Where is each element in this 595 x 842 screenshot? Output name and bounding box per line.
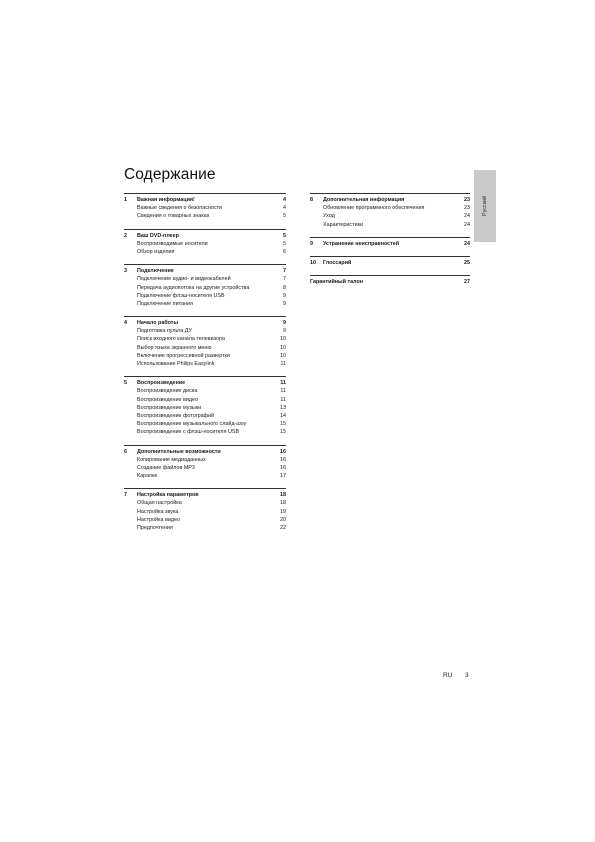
toc-entry-page-number: 11 <box>280 396 286 403</box>
toc-entry-page-number: 11 <box>280 388 286 395</box>
toc-entry[interactable] <box>124 499 286 507</box>
toc-section <box>124 316 286 368</box>
toc-entry[interactable] <box>310 221 470 229</box>
section-number: 7 <box>124 492 127 499</box>
toc-entry[interactable] <box>124 292 286 300</box>
toc-entry-title: Воспроизведение с флэш-носителя USB <box>137 429 240 436</box>
toc-entry[interactable] <box>310 212 470 220</box>
toc-entry-title: Сведения о товарных знаках <box>137 213 210 220</box>
section-title: Гарантийный талон <box>310 279 364 286</box>
toc-entry-page-number: 10 <box>280 344 286 351</box>
language-side-tab-label: Русский <box>482 195 488 217</box>
section-number: 4 <box>124 320 127 327</box>
toc-entry[interactable] <box>124 204 286 212</box>
section-page-number: 7 <box>283 268 286 275</box>
section-number: 8 <box>310 197 313 203</box>
toc-section <box>124 229 286 257</box>
section-title: Глоссарий <box>323 259 352 266</box>
toc-entry[interactable] <box>124 472 286 480</box>
section-page-number: 25 <box>464 259 470 266</box>
toc-entry-title: Подключение питания <box>137 300 193 307</box>
toc-entry-title: Настройка звука <box>137 508 179 515</box>
page-title: Содержание <box>124 166 216 183</box>
toc-entry[interactable] <box>124 420 286 428</box>
toc-entry[interactable] <box>124 404 286 412</box>
toc-entry-title: Выбор языка экранного меню <box>137 344 212 351</box>
section-title: Устранение неисправностей <box>323 240 400 247</box>
toc-entry-title: Создание файлов MP3 <box>137 464 195 471</box>
toc-entry[interactable] <box>124 412 286 420</box>
section-number: 5 <box>124 380 127 387</box>
toc-entry[interactable] <box>124 248 286 256</box>
toc-section <box>124 193 286 221</box>
section-title: Подключение <box>137 268 174 275</box>
toc-entry[interactable] <box>124 352 286 360</box>
toc-section <box>310 275 470 286</box>
toc-entry[interactable] <box>124 284 286 292</box>
toc-entry-title: Важные сведения о безопасности <box>137 205 223 212</box>
toc-entry[interactable] <box>124 212 286 220</box>
toc-section-heading[interactable] <box>124 379 286 387</box>
toc-entry[interactable] <box>124 508 286 516</box>
toc-entry-title: Использование Philips Easylink <box>137 361 215 367</box>
toc-entry-page-number: 23 <box>464 205 470 212</box>
toc-entry-title: Копирование медиаданных <box>137 456 206 463</box>
toc-entry-title: Воспроизведение музыкального слайд-шоу <box>137 421 247 428</box>
toc-entry[interactable] <box>124 344 286 352</box>
toc-section-heading[interactable] <box>124 232 286 240</box>
toc-entry-title: Подготовка пульта ДУ <box>137 328 192 335</box>
toc-entry-title: Общая настройка <box>137 500 182 507</box>
toc-entry[interactable] <box>124 396 286 404</box>
section-page-number: 16 <box>280 448 286 455</box>
toc-entry[interactable] <box>124 524 286 532</box>
section-title: Важная информация! <box>137 197 195 203</box>
toc-entry-page-number: 7 <box>283 276 286 283</box>
section-number: 3 <box>124 268 127 275</box>
toc-entry-page-number: 6 <box>283 248 286 255</box>
section-title: Дополнительные возможности <box>137 448 221 455</box>
section-page-number: 9 <box>283 320 286 327</box>
toc-section <box>310 237 470 248</box>
toc-entry[interactable] <box>124 464 286 472</box>
toc-entry-title: Передача аудиопотока на другие устройства <box>137 284 250 291</box>
toc-entry-page-number: 16 <box>280 456 286 463</box>
toc-entry-page-number: 15 <box>280 421 286 428</box>
toc-entry[interactable] <box>124 456 286 464</box>
toc-entry[interactable] <box>124 275 286 283</box>
toc-entry-title: Характеристики <box>323 221 363 228</box>
section-number: 10 <box>310 259 316 266</box>
toc-entry-page-number: 17 <box>280 473 286 480</box>
toc-entry-page-number: 5 <box>283 213 286 220</box>
toc-entry-page-number: 4 <box>283 205 286 212</box>
toc-section-heading[interactable] <box>124 267 286 275</box>
toc-section-heading[interactable] <box>310 278 470 286</box>
toc-entry-title: Уход <box>323 213 335 220</box>
section-number: 6 <box>124 448 127 455</box>
toc-right-column <box>310 193 470 294</box>
toc-entry-title: Поиск входного канала телевизора <box>137 336 226 343</box>
toc-entry-title: Настройка видео <box>137 516 181 523</box>
toc-entry-page-number: 9 <box>283 328 286 335</box>
toc-section <box>310 193 470 229</box>
toc-section-heading[interactable] <box>310 259 470 267</box>
section-title: Настройка параметров <box>137 492 199 499</box>
toc-entry-page-number: 24 <box>464 213 470 220</box>
section-title: Дополнительная информация <box>323 197 405 203</box>
section-number: 1 <box>124 197 127 203</box>
toc-section <box>310 256 470 267</box>
section-number: 2 <box>124 232 127 239</box>
toc-entry-page-number: 18 <box>280 500 286 507</box>
toc-entry[interactable] <box>124 300 286 308</box>
toc-section-heading[interactable] <box>124 196 286 204</box>
toc-entry-title: Воспроизведение фотографий <box>137 412 215 419</box>
toc-entry-page-number: 14 <box>280 412 286 419</box>
toc-entry[interactable] <box>310 204 470 212</box>
toc-entry[interactable] <box>124 240 286 248</box>
toc-section <box>124 376 286 436</box>
toc-left-column <box>124 193 286 540</box>
section-page-number: 27 <box>464 279 470 286</box>
toc-entry-page-number: 9 <box>283 300 286 307</box>
toc-entry-page-number: 8 <box>283 284 286 291</box>
toc-entry[interactable] <box>124 327 286 335</box>
toc-section-heading[interactable] <box>310 196 470 204</box>
toc-entry-title: Предпочтения <box>137 525 173 531</box>
section-page-number: 24 <box>464 240 470 247</box>
toc-entry[interactable] <box>124 428 286 436</box>
toc-entry-title: Подключение аудио- и видеокабелей <box>137 276 231 283</box>
section-title: Начало работы <box>137 320 179 327</box>
section-number: 9 <box>310 240 313 247</box>
toc-entry-title: Подключение флэш-носителя USB <box>137 292 225 299</box>
toc-section <box>124 488 286 532</box>
section-page-number: 18 <box>280 492 286 499</box>
toc-entry-title: Воспроизведение диска <box>137 388 198 395</box>
section-page-number: 11 <box>280 380 286 387</box>
toc-entry-title: Воспроизведение видео <box>137 396 199 403</box>
toc-entry[interactable] <box>124 387 286 395</box>
section-page-number: 5 <box>283 232 286 239</box>
toc-entry-page-number: 24 <box>464 221 470 228</box>
toc-entry-title: Обзор изделия <box>137 248 175 255</box>
toc-section <box>124 264 286 308</box>
toc-entry-page-number: 10 <box>280 352 286 359</box>
footer-page-number: 3 <box>465 672 469 679</box>
toc-entry-page-number: 16 <box>280 464 286 471</box>
toc-section <box>124 445 286 481</box>
toc-entry[interactable] <box>124 360 286 368</box>
toc-section-heading[interactable] <box>310 240 470 248</box>
section-title: Ваш DVD-плеер <box>137 232 179 239</box>
section-title: Воспроизведение <box>137 380 186 387</box>
toc-entry-title: Воспроизводимые носители <box>137 240 208 247</box>
toc-entry-page-number: 13 <box>280 404 286 411</box>
toc-entry-page-number: 20 <box>280 516 286 523</box>
toc-entry-page-number: 11 <box>280 361 286 367</box>
toc-section-heading[interactable] <box>124 491 286 499</box>
toc-entry-page-number: 22 <box>280 525 286 531</box>
toc-section-heading[interactable] <box>124 319 286 327</box>
toc-entry-title: Включение прогрессивной развертки <box>137 352 230 359</box>
section-page-number: 4 <box>283 197 286 203</box>
toc-entry-title: Воспроизведение музыки <box>137 404 202 411</box>
toc-entry-page-number: 9 <box>283 292 286 299</box>
toc-entry-title: Обновление программного обеспечения <box>323 205 425 212</box>
section-page-number: 23 <box>464 197 470 203</box>
toc-entry[interactable] <box>124 516 286 524</box>
footer-language: RU <box>443 672 453 679</box>
toc-entry[interactable] <box>124 335 286 343</box>
toc-entry-page-number: 10 <box>280 336 286 343</box>
toc-entry-page-number: 5 <box>283 240 286 247</box>
toc-entry-page-number: 15 <box>280 429 286 436</box>
toc-entry-title: Караоке <box>137 473 158 480</box>
toc-section-heading[interactable] <box>124 448 286 456</box>
toc-entry-page-number: 19 <box>280 508 286 515</box>
language-side-tab <box>474 170 496 242</box>
